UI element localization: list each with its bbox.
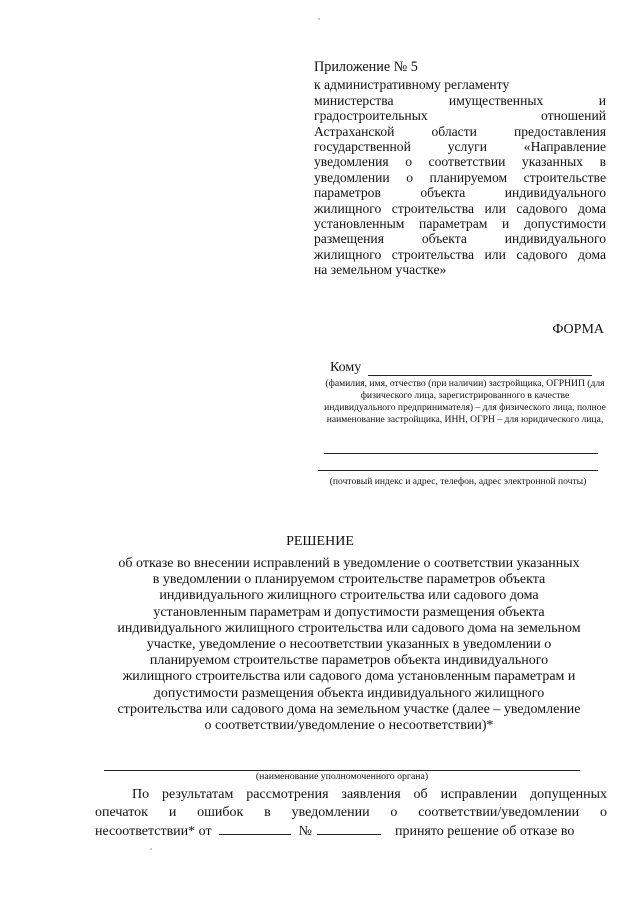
scan-speck [150, 848, 152, 850]
subtitle-line: об отказе во внесении исправлений в уведомление о соответствии указанных [118, 556, 580, 571]
subtitle-line: участке, уведомление о несоответствии указанных в уведомлении о [146, 637, 552, 653]
appendix-line: уведомления о соответствии указанных в [314, 154, 606, 170]
recipient-name-line[interactable] [368, 375, 592, 376]
recipient-address-line[interactable] [318, 470, 598, 471]
scan-speck [318, 18, 320, 20]
subtitle-line: строительства или садового дома на земельном участке (далее – уведомление [117, 701, 581, 717]
recipient-hint-name: (фамилия, имя, отчество (при наличии) застройщика, ОГРНИП (для физического лица, зарегистрированного в качестве индивидуального предпринимателя) – для физического лица, полное наименование застройщика, ИНН, ОГРН – для юридического лица, [324, 378, 606, 425]
decision-subtitle [94, 556, 604, 734]
form-label: ФОРМА [552, 322, 604, 337]
authority-hint: (наименование уполномоченного органа) [255, 771, 429, 782]
recipient-extra-line[interactable] [324, 453, 598, 454]
date-blank[interactable] [219, 822, 291, 835]
appendix-line: параметров объекта индивидуального [314, 185, 606, 201]
subtitle-line: индивидуального жилищного строительства или садового дома на земельном [117, 620, 581, 636]
appendix-line: на земельном участке» [314, 262, 447, 278]
body-line-1: По результатам рассмотрения заявления об исправлении допущенных [132, 787, 607, 802]
appendix-line: размещения объекта индивидуального [314, 231, 606, 247]
recipient-label: Кому [330, 360, 362, 375]
recipient-hint-address: (почтовый индекс и адрес, телефон, адрес электронной почты) [329, 476, 587, 487]
body-line-2: опечаток и ошибок в уведомлении о соответствии/уведомлении о [95, 805, 607, 820]
subtitle-line: допустимости размещения объекта индивидуального жилищного [153, 685, 545, 701]
appendix-line: установленным параметрам и допустимости [314, 216, 606, 232]
body-line-3-from: несоответствии* от [95, 824, 212, 839]
appendix-line: министерства имущественных и [314, 92, 606, 108]
body-line-3-number-sign: № [298, 824, 312, 839]
number-blank[interactable] [317, 822, 381, 835]
appendix-line: жилищного строительства или садового дома [314, 200, 606, 216]
subtitle-line: планируемом строительстве параметров объекта индивидуального [149, 653, 549, 669]
appendix-line: жилищного строительства или садового дома [314, 246, 606, 262]
appendix-line: к административному регламенту [314, 77, 510, 93]
subtitle-line: индивидуального жилищного строительства или садового дома [159, 588, 539, 604]
body-line-3-decision: принято решение об отказе во [394, 824, 575, 839]
subtitle-line: о соответствии/уведомление о несоответствии)* [204, 718, 494, 734]
decision-title: РЕШЕНИЕ [286, 534, 354, 549]
subtitle-line: установленным параметрам и допустимости размещения объекта [153, 604, 545, 620]
subtitle-line: жилищного строительства или садового дома установленным параметрам и [122, 669, 576, 685]
appendix-line: государственной услуги «Направление [314, 139, 606, 155]
appendix-line: Астраханской области предоставления [314, 123, 606, 139]
appendix-header [314, 60, 606, 278]
appendix-line: Приложение № 5 [314, 59, 418, 75]
appendix-line: градостроительных отношений [314, 108, 606, 124]
body-line-3 [95, 822, 607, 840]
appendix-line: уведомлении о планируемом строительстве [314, 169, 606, 185]
subtitle-line: в уведомлении о планируемом строительстве параметров объекта [152, 572, 546, 588]
